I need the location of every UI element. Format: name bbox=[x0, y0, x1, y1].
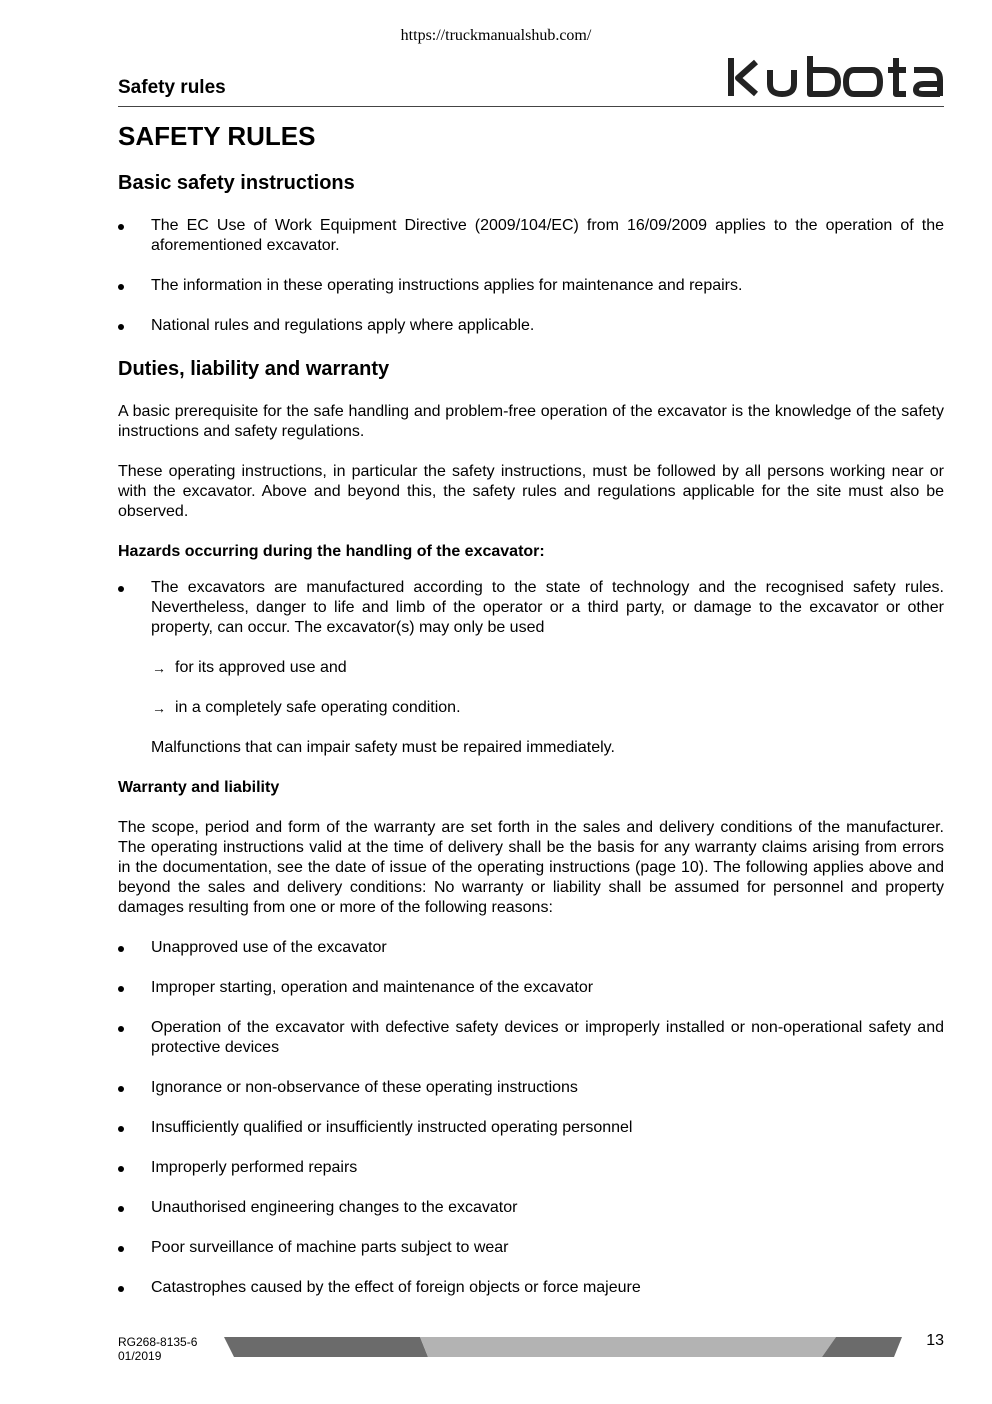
list-item: Insufficiently qualified or insufficiently instructed operating personnel bbox=[118, 1118, 944, 1138]
arrow-item bbox=[118, 698, 944, 718]
list-item: The excavators are manufactured according to the state of technology and the recognised safety rules. Nevertheless, danger to life and limb of the operator or a third party, or damage to the excavator or other property, can occur. The excavator(s) may only be used bbox=[118, 578, 944, 638]
basic-safety-list bbox=[118, 216, 944, 336]
list-item: National rules and regulations apply where applicable. bbox=[118, 316, 944, 336]
list-item: Unapproved use of the excavator bbox=[118, 938, 944, 958]
list-item: Ignorance or non-observance of these operating instructions bbox=[118, 1078, 944, 1098]
arrow-item-text: in a completely safe operating condition. bbox=[175, 699, 461, 716]
arrow-item-text: for its approved use and bbox=[175, 659, 347, 676]
list-item: Catastrophes caused by the effect of foreign objects or force majeure bbox=[118, 1278, 944, 1298]
page-title: SAFETY RULES bbox=[118, 121, 316, 151]
footer-bar-left bbox=[224, 1337, 428, 1357]
footer-bar-right bbox=[822, 1337, 902, 1357]
list-item: Unauthorised engineering changes to the excavator bbox=[118, 1198, 944, 1218]
warranty-reasons-list bbox=[118, 938, 944, 1298]
duties-heading: Duties, liability and warranty bbox=[118, 358, 390, 380]
warranty-paragraph: The scope, period and form of the warranty are set forth in the sales and delivery conditions of the manufacturer. The operating instructions valid at the time of delivery shall be the basis for any warranty claims arising from errors in the documentation, see the date of issue of the operating instructions (page 10). The following applies above and beyond the sales and delivery conditions: No warranty or liability shall be assumed for personnel and property damages resulting from one or more of the following reasons: bbox=[118, 819, 944, 916]
main-content bbox=[118, 120, 944, 1318]
list-item: Operation of the excavator with defective safety devices or improperly installed or non-operational safety and protective devices bbox=[118, 1018, 944, 1058]
header-rule bbox=[118, 106, 944, 107]
hazards-list bbox=[118, 578, 944, 638]
footer-doc-info bbox=[118, 1335, 197, 1363]
source-url[interactable]: https://truckmanualshub.com/ bbox=[400, 27, 592, 44]
kubota-logo bbox=[726, 54, 944, 100]
footer-doc-code: RG268-8135-6 bbox=[118, 1335, 198, 1349]
list-item: The EC Use of Work Equipment Directive (2009/104/EC) from 16/09/2009 applies to the operation of the aforementioned excavator. bbox=[118, 216, 944, 256]
hazards-label: Hazards occurring during the handling of the excavator: bbox=[118, 543, 545, 560]
footer-bar bbox=[224, 1337, 904, 1357]
duties-paragraph-1: A basic prerequisite for the safe handling and problem-free operation of the excavator is the knowledge of the safety instructions and safety regulations. bbox=[118, 403, 944, 440]
arrow-icon: → bbox=[152, 660, 166, 676]
basic-safety-heading: Basic safety instructions bbox=[118, 172, 355, 194]
malfunctions-note: Malfunctions that can impair safety must be repaired immediately. bbox=[151, 739, 615, 756]
header-section-title: Safety rules bbox=[118, 77, 226, 98]
list-item: Improper starting, operation and maintenance of the excavator bbox=[118, 978, 944, 998]
duties-paragraph-2: These operating instructions, in particular the safety instructions, must be followed by all persons working near or with the excavator. Above and beyond this, the safety rules and regulations applicable for the site must also be observed. bbox=[118, 463, 944, 520]
arrow-icon: → bbox=[152, 700, 166, 716]
list-item: Poor surveillance of machine parts subject to wear bbox=[118, 1238, 944, 1258]
arrow-item bbox=[118, 658, 944, 678]
footer-date: 01/2019 bbox=[118, 1349, 162, 1363]
footer-bar-middle bbox=[420, 1337, 836, 1357]
warranty-label: Warranty and liability bbox=[118, 779, 280, 796]
list-item: Improperly performed repairs bbox=[118, 1158, 944, 1178]
page-number: 13 bbox=[926, 1332, 944, 1349]
list-item: The information in these operating instructions applies for maintenance and repairs. bbox=[118, 276, 944, 296]
